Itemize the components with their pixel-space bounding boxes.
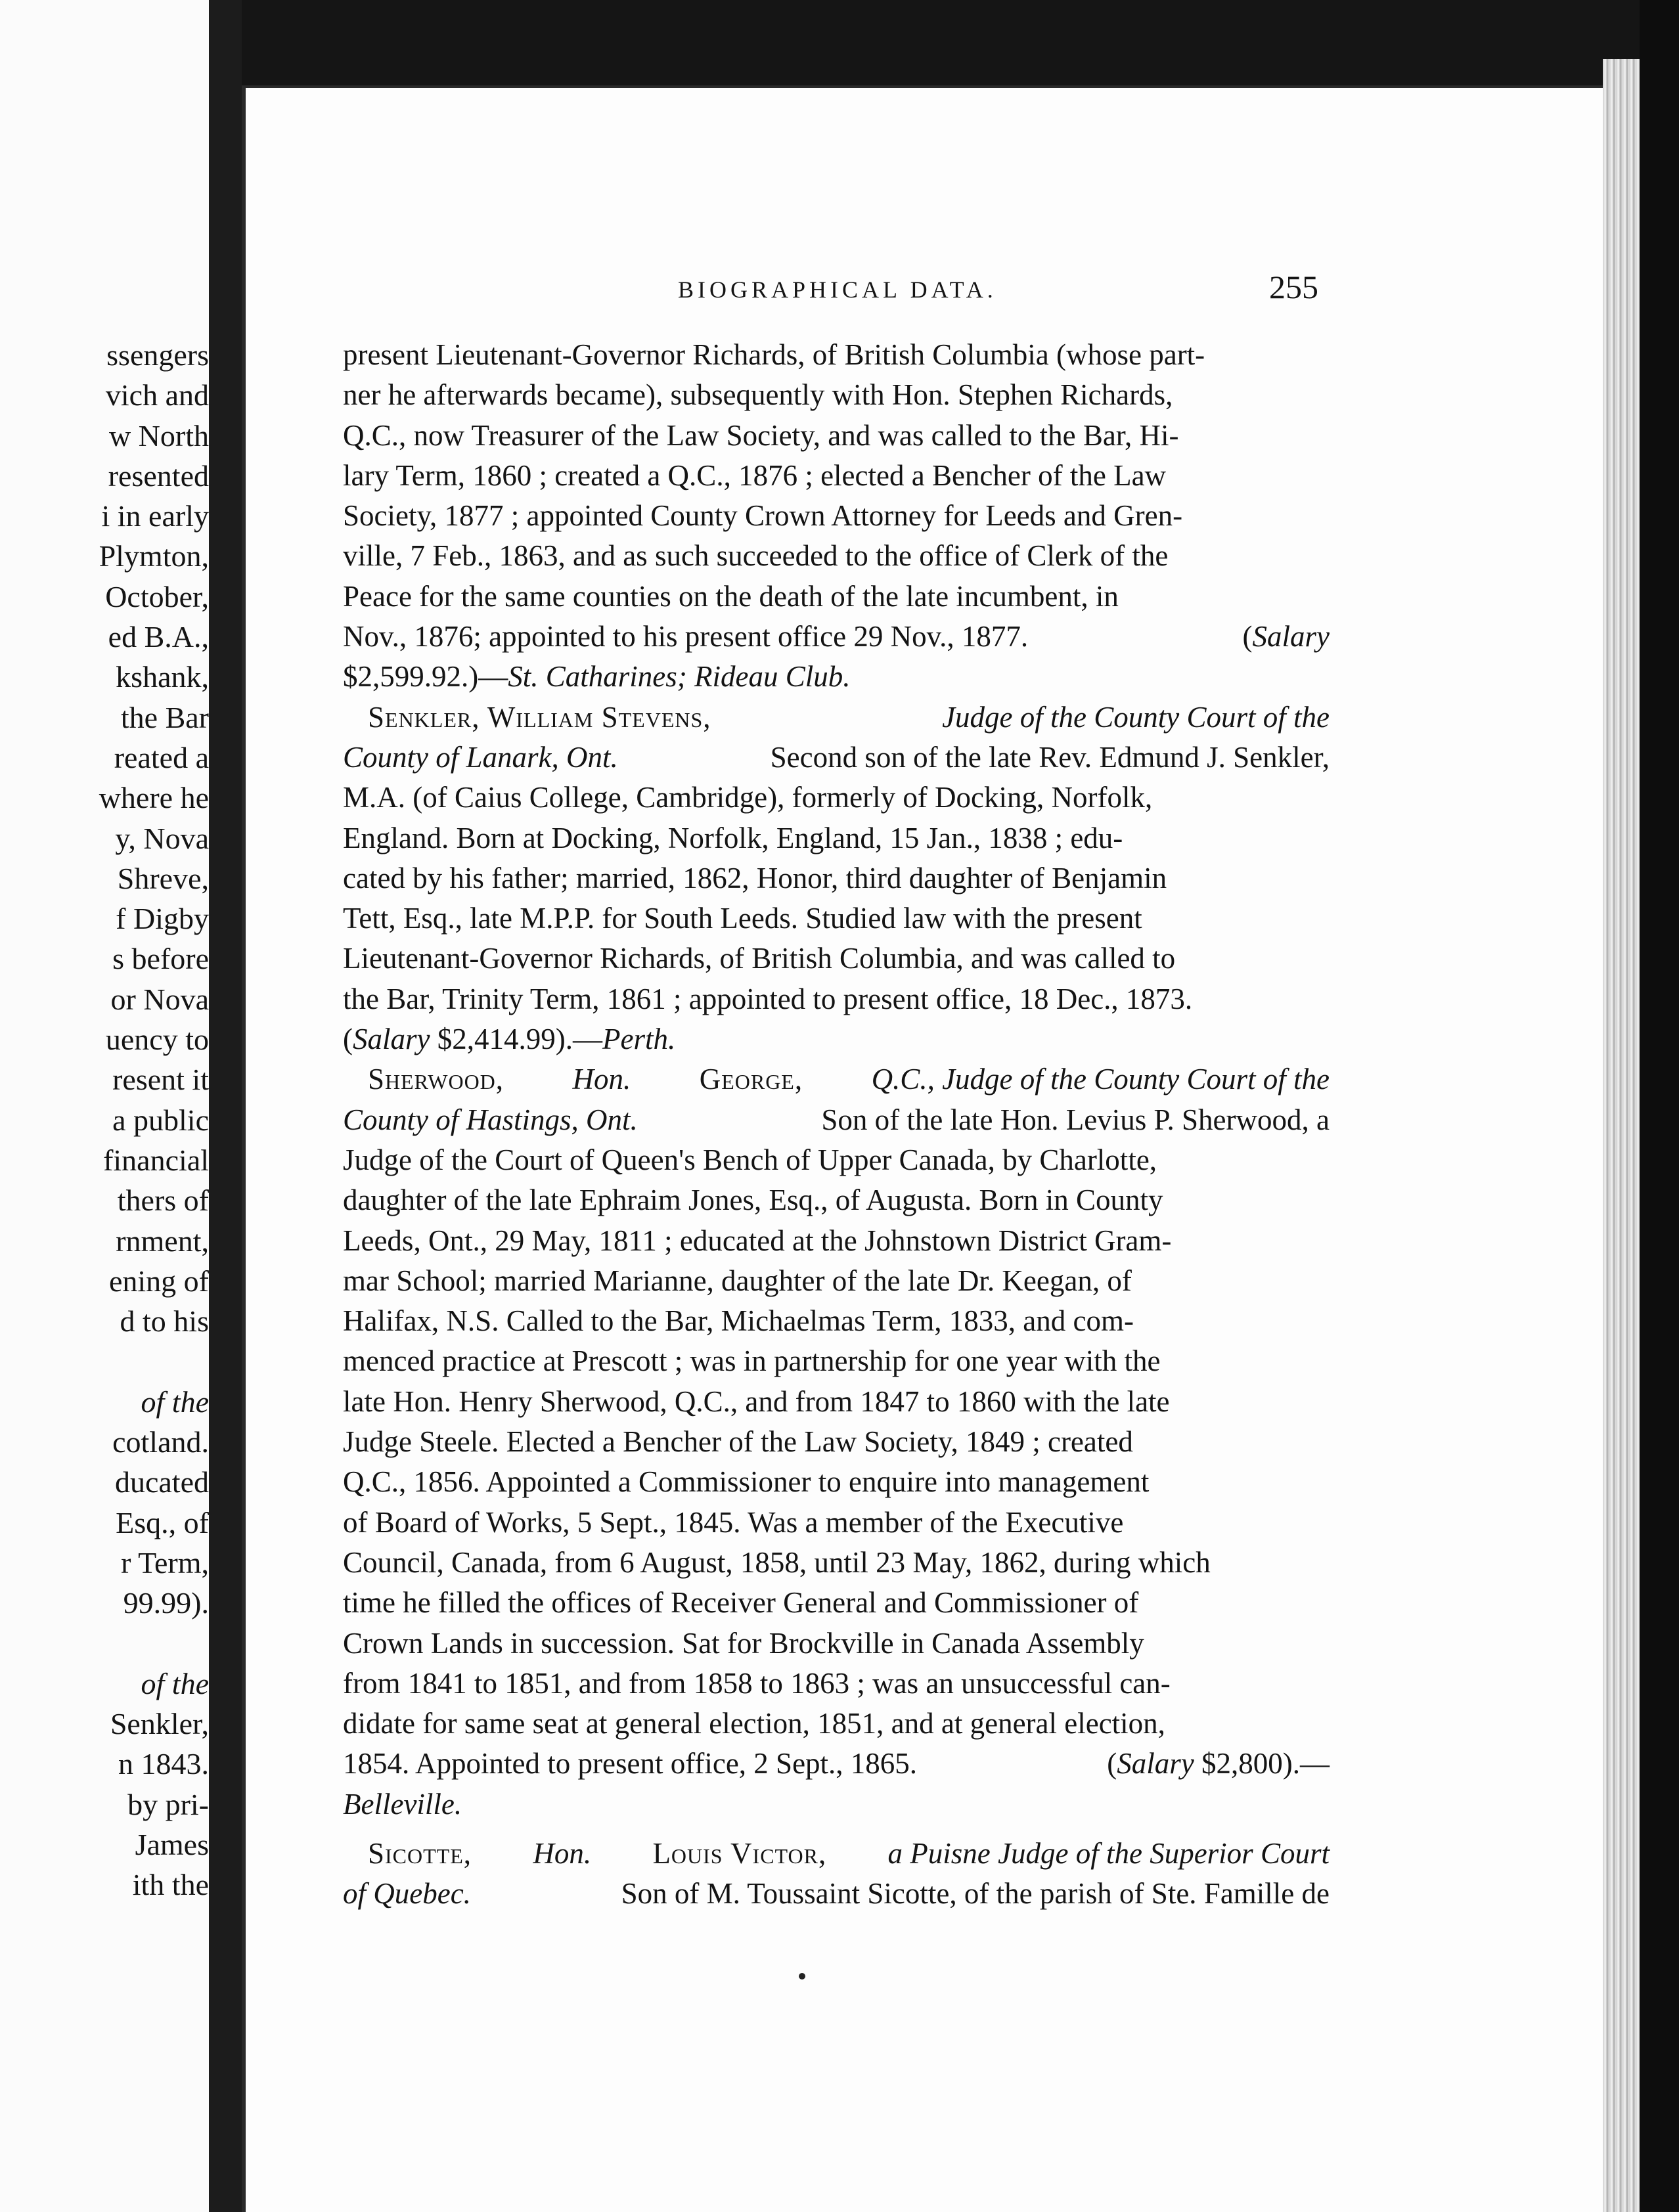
salary-label: Salary	[1252, 620, 1330, 653]
left-line: a public	[112, 1103, 209, 1137]
entry-title: Q.C., Judge of the County Court of the	[871, 1063, 1330, 1096]
printer-mark	[799, 1973, 805, 1980]
entry-title: Judge of the County Court of the	[942, 700, 1330, 734]
left-line: Shreve,	[117, 861, 209, 895]
text-line	[343, 1100, 1330, 1140]
left-line: Plymton,	[99, 539, 209, 573]
text-line: M.A. (of Caius College, Cambridge), formerly of Docking, Norfolk,	[343, 781, 1153, 814]
text-span: Nov., 1876; appointed to his present office 29 Nov., 1877.	[343, 620, 1029, 653]
paren: (	[1242, 620, 1253, 653]
text-span: $2,800).—	[1201, 1747, 1330, 1781]
left-line: James	[135, 1827, 209, 1861]
left-line: the Bar	[120, 700, 209, 734]
text-line: Crown Lands in succession. Sat for Brockville in Canada Assembly	[343, 1626, 1144, 1660]
body-text	[343, 335, 1330, 1914]
text-line: late Hon. Henry Sherwood, Q.C., and from 1847 to 1860 with the late	[343, 1384, 1170, 1418]
text-span: County of Lanark, Ont.	[343, 740, 618, 774]
entry-title: a Puisne Judge of the Superior Court	[887, 1836, 1330, 1870]
text-line: cated by his father; married, 1862, Honor, third daughter of Benjamin	[343, 861, 1167, 895]
text-line: Society, 1877 ; appointed County Crown Attorney for Leeds and Gren-	[343, 499, 1183, 533]
background-edge	[1640, 0, 1679, 2212]
text-span: County of Hastings, Ont.	[343, 1103, 638, 1136]
left-line: resent it	[112, 1063, 209, 1097]
left-line: ith the	[132, 1868, 209, 1902]
text-line: England. Born at Docking, Norfolk, England, 15 Jan., 1838 ; edu-	[343, 821, 1123, 854]
text-line: Judge Steele. Elected a Bencher of the Law Society, 1849 ; created	[343, 1425, 1133, 1459]
left-page-text	[0, 335, 209, 1905]
text-span: of Quebec.	[343, 1877, 471, 1911]
text-line	[343, 738, 1330, 778]
text-line: lary Term, 1860 ; created a Q.C., 1876 ; elected a Bencher of the Law	[343, 458, 1167, 492]
text-span	[1107, 1744, 1330, 1784]
text-line: Q.C., 1856. Appointed a Commissioner to enquire into management	[343, 1465, 1150, 1499]
text-line: Judge of the Court of Queen's Bench of Upper Canada, by Charlotte,	[343, 1143, 1157, 1176]
left-line: by pri-	[127, 1787, 209, 1821]
left-line: thers of	[117, 1183, 209, 1218]
left-line: n 1843.	[118, 1747, 209, 1781]
text-span: Perth.	[602, 1023, 676, 1056]
salary-label: Salary	[1117, 1747, 1194, 1781]
left-line: cotland.	[112, 1425, 209, 1459]
left-line: f Digby	[116, 902, 209, 936]
left-line: or Nova	[110, 982, 209, 1016]
text-line: Peace for the same counties on the death of the late incumbent, in	[343, 579, 1119, 613]
text-line	[343, 657, 1330, 697]
text-line: Leeds, Ont., 29 May, 1811 ; educated at the Johnstown District Gram-	[343, 1224, 1172, 1257]
text-span: Son of M. Toussaint Sicotte, of the parish of Ste. Famille de	[621, 1877, 1330, 1911]
left-line: vich and	[105, 378, 209, 412]
entry-name: Senkler, William Stevens,	[368, 700, 711, 734]
paren: (	[1107, 1747, 1117, 1781]
text-line: Q.C., now Treasurer of the Law Society, and was called to the Bar, Hi-	[343, 418, 1179, 452]
text-line: menced practice at Prescott ; was in partnership for one year with the	[343, 1344, 1161, 1378]
text-line	[343, 617, 1330, 657]
left-line: uency to	[105, 1023, 209, 1057]
text-line: mar School; married Marianne, daughter of the late Dr. Keegan, of	[343, 1264, 1132, 1297]
left-line: kshank,	[116, 660, 209, 694]
left-line: w North	[108, 418, 209, 453]
left-line: r Term,	[121, 1545, 209, 1580]
left-line: 99.99).	[123, 1586, 209, 1620]
text-span: Second son of the late Rev. Edmund J. Senkler,	[770, 740, 1330, 774]
text-line	[343, 1874, 1330, 1914]
text-line: Council, Canada, from 6 August, 1858, until 23 May, 1862, during which	[343, 1545, 1211, 1579]
left-line: of the	[141, 1384, 209, 1419]
page-number: 255	[1269, 269, 1318, 305]
left-line: d to his	[120, 1304, 209, 1338]
text-line	[343, 1744, 1330, 1784]
text-line: the Bar, Trinity Term, 1861 ; appointed to present office, 18 Dec., 1873.	[343, 982, 1193, 1015]
text-line: Halifax, N.S. Called to the Bar, Michaelmas Term, 1833, and com-	[343, 1304, 1134, 1338]
text-span: Son of the late Hon. Levius P. Sherwood, a	[821, 1103, 1330, 1136]
left-line: reated a	[114, 740, 209, 774]
page-edges	[1603, 59, 1640, 2212]
text-span: 1854. Appointed to present office, 2 Sept., 1865.	[343, 1747, 918, 1781]
entry-name: Louis Victor,	[652, 1836, 827, 1870]
text-line	[343, 697, 1330, 738]
entry-name: Sicotte,	[368, 1836, 472, 1870]
running-head: BIOGRAPHICAL DATA.	[678, 276, 997, 303]
text-line: Tett, Esq., late M.P.P. for South Leeds. Studied law with the present	[343, 902, 1142, 935]
text-line: of Board of Works, 5 Sept., 1845. Was a member of the Executive	[343, 1505, 1124, 1539]
salary-label: Salary	[353, 1023, 430, 1056]
text-span: St. Catharines; Rideau Club.	[508, 660, 851, 694]
left-line: Esq., of	[116, 1505, 209, 1539]
text-line: Lieutenant-Governor Richards, of British Columbia, and was called to	[343, 942, 1176, 975]
left-line: s before	[112, 942, 209, 976]
left-line: ening of	[108, 1264, 209, 1298]
left-line: rnment,	[116, 1224, 209, 1258]
text-line	[343, 1834, 1330, 1874]
text-line: didate for same seat at general election, 1851, and at general election,	[343, 1707, 1165, 1740]
text-line: from 1841 to 1851, and from 1858 to 1863 ; was an unsuccessful can-	[343, 1666, 1171, 1700]
left-line: of the	[141, 1666, 209, 1700]
entry-honorific: Hon.	[533, 1836, 592, 1870]
text-line	[343, 1059, 1330, 1099]
book-gutter	[209, 0, 242, 2212]
left-line: ed B.A.,	[108, 620, 209, 654]
text-span	[1243, 617, 1330, 657]
left-line: resented	[108, 458, 209, 493]
entry-name: George,	[699, 1063, 803, 1096]
paren: (	[343, 1023, 353, 1056]
left-line: ssengers	[106, 338, 209, 372]
left-page	[0, 0, 209, 2212]
text-line: Belleville.	[343, 1787, 462, 1821]
left-line: i in early	[101, 499, 209, 533]
left-line	[0, 1624, 209, 1664]
left-line: October,	[105, 579, 209, 613]
left-line	[0, 1341, 209, 1381]
text-span: $2,599.92.)—	[343, 660, 508, 694]
text-line: present Lieutenant-Governor Richards, of British Columbia (whose part-	[343, 338, 1205, 371]
entry-honorific: Hon.	[572, 1063, 631, 1096]
text-line	[343, 1019, 1330, 1059]
text-line: ner he afterwards became), subsequently with Hon. Stephen Richards,	[343, 378, 1173, 412]
left-line: ducated	[114, 1465, 209, 1499]
left-line: financial	[103, 1143, 209, 1177]
left-line: Senkler,	[110, 1707, 209, 1741]
text-line: time he filled the offices of Receiver General and Commissioner of	[343, 1586, 1139, 1620]
text-line: daughter of the late Ephraim Jones, Esq., of Augusta. Born in County	[343, 1183, 1163, 1217]
text-span: $2,414.99).—	[437, 1023, 602, 1056]
text-line: ville, 7 Feb., 1863, and as such succeeded to the office of Clerk of the	[343, 539, 1169, 573]
left-line: y, Nova	[115, 821, 209, 855]
entry-name: Sherwood,	[368, 1063, 504, 1096]
left-line: where he	[99, 781, 209, 815]
